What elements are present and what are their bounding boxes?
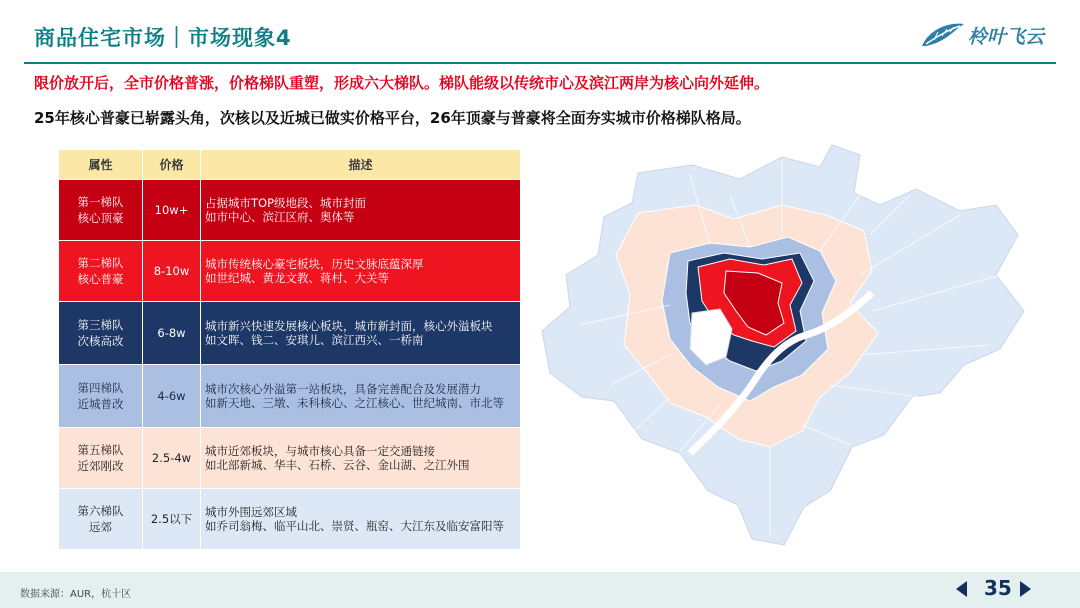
header-desc: 描述 [201, 150, 521, 180]
tier-price: 2.5-4w [143, 428, 201, 489]
prev-page-icon[interactable] [956, 581, 967, 597]
tier-desc-main: 城市次核心外溢第一站板块，具备完善配合及发展潜力 [205, 382, 481, 396]
tier-price: 10w+ [143, 180, 201, 241]
tier-desc-examples: 如新天地、三墩、未科核心、之江核心、世纪城南、市北等 [205, 396, 504, 410]
tier-desc-main: 城市新兴快速发展核心板块，城市新封面，核心外溢板块 [205, 319, 493, 333]
leaf-icon [920, 20, 966, 50]
price-tier-table [58, 149, 521, 550]
tier-desc-examples: 如北部新城、华丰、石桥、云谷、金山湖、之江外围 [205, 458, 470, 472]
table-row [59, 241, 521, 302]
table-row [59, 180, 521, 241]
tier-price: 2.5以下 [143, 489, 201, 550]
logo-text: 柃叶飞云 [968, 26, 1045, 48]
table-row [59, 365, 521, 428]
tier-type: 核心顶豪 [77, 211, 124, 225]
table-row [59, 428, 521, 489]
tier-desc-main: 城市外围远郊区域 [205, 505, 297, 519]
header-divider [24, 62, 1056, 64]
tier-type: 核心普豪 [77, 272, 124, 286]
summary-line-1: 限价放开后，全市价格普涨，价格梯队重塑，形成六大梯队。梯队能级以传统市心及滨江两岸为核心向外延伸。 [34, 74, 770, 92]
tier-name: 第一梯队 [77, 195, 124, 209]
summary-line-2: 25年核心普豪已崭露头角，次核以及近城已做实价格平台，26年顶豪与普豪将全面夯实城市价格梯队格局。 [34, 109, 751, 127]
tier-desc [201, 428, 521, 489]
tier-attr [59, 428, 143, 489]
brand-logo [920, 18, 1060, 52]
tier-desc-examples: 如乔司翁梅、临平山北、崇贤、瓶窑、大江东及临安富阳等 [205, 519, 504, 533]
tier-name: 第四梯队 [77, 381, 124, 395]
header-attr: 属性 [59, 150, 143, 180]
tier-name: 第三梯队 [77, 318, 124, 332]
tier-type: 近郊刚改 [77, 459, 124, 473]
price-tier-map [520, 135, 1050, 555]
tier-desc [201, 302, 521, 365]
tier-attr [59, 489, 143, 550]
tier-desc [201, 241, 521, 302]
page-title: 商品住宅市场｜市场现象4 [34, 26, 292, 50]
tier-desc-main: 城市近郊板块，与城市核心具备一定交通链接 [205, 444, 435, 458]
tier-type: 远郊 [89, 520, 112, 534]
tier-name: 第二梯队 [77, 256, 124, 270]
tier-desc-main: 城市传统核心豪宅板块，历史文脉底蕴深厚 [205, 257, 424, 271]
tier-price: 6-8w [143, 302, 201, 365]
table-header-row [59, 150, 521, 180]
tier-price: 4-6w [143, 365, 201, 428]
footer-bar [0, 572, 1080, 608]
tier-desc [201, 489, 521, 550]
data-source: 数据来源：AUR，杭十区 [20, 589, 132, 600]
tier-desc-examples: 如世纪城、黄龙文教、蒋村、大关等 [205, 271, 389, 285]
tier-desc-examples: 如文晖、钱二、安琪儿、滨江西兴、一桥南 [205, 333, 424, 347]
tier-price: 8-10w [143, 241, 201, 302]
tier-attr [59, 365, 143, 428]
table-row [59, 302, 521, 365]
next-page-icon[interactable] [1020, 581, 1031, 597]
tier-type: 近城普改 [77, 397, 124, 411]
tier-name: 第六梯队 [77, 504, 124, 518]
tier-attr [59, 302, 143, 365]
tier-desc [201, 365, 521, 428]
header-price: 价格 [143, 150, 201, 180]
tier-attr [59, 180, 143, 241]
table-row [59, 489, 521, 550]
tier-desc-examples: 如市中心、滨江区府、奥体等 [205, 210, 355, 224]
tier-attr [59, 241, 143, 302]
tier-name: 第五梯队 [77, 443, 124, 457]
tier-desc-main: 占据城市TOP级地段、城市封面 [205, 196, 367, 210]
tier-desc [201, 180, 521, 241]
tier-type: 次核高改 [77, 334, 124, 348]
page-number: 35 [984, 576, 1012, 600]
